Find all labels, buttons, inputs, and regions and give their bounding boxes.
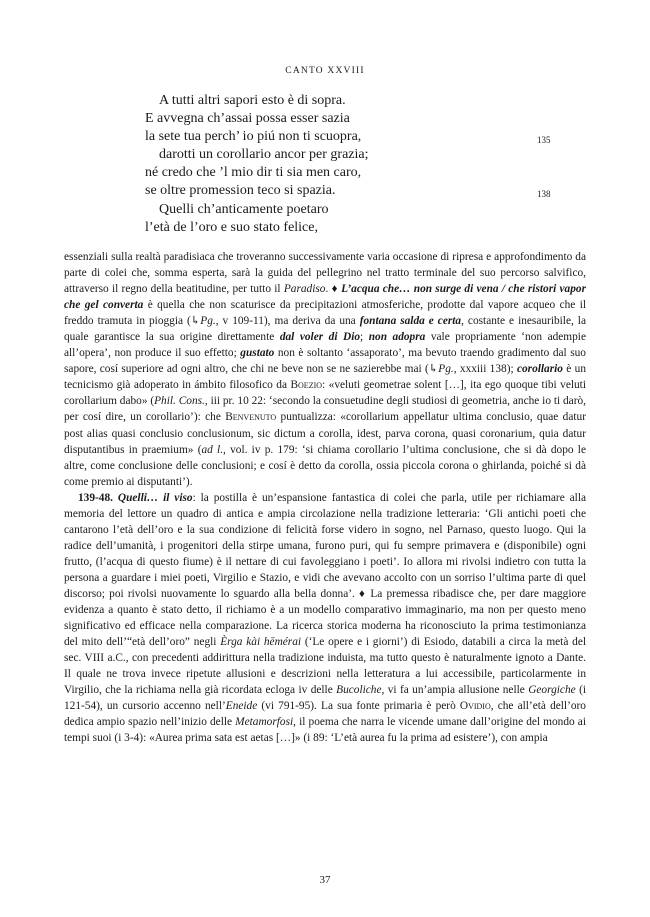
diamond-icon: ♦ [331, 283, 338, 296]
verse-line: l’età de l’oro e suo stato felice, [145, 219, 318, 235]
verse-line: E avvegna ch’assai possa esser sazia [145, 111, 350, 127]
line-number: 135 [537, 135, 551, 146]
commentary-paragraph: essenziali sulla realtà paradisiaca che troveranno successivamente varia occasione di ripresa e approfondimento da parte di colei che, somma esperta, sarà la guida del pellegrino nel tratto terminale del suo percorso salvifico, attraverso il regno della beatitudine, per tutto il Paradiso. ♦ L’acqua che… non surge di vena / che ristori vapor che gel converta è quella che non scaturisce da precipitazioni atmosferiche, prodotte dal vapore acqueo che il freddo tramuta in pioggia (↳Pg., v 109-11), ma deriva da una fontana salda e certa, costante e inesauribile, la quale garantisce la sua origine direttamente dal voler di Dio; non adopra vale propriamente ‘non adempie all’opera’, non produce il suo effetto; gustato non è soltanto ‘assaporato’, ma bevuto traendo gradimento dal suo sapore, cosí superiore ad ogni altro, che chi ne beve non se ne sazierebbe mai (↳Pg., xxxiii 138); corollario è un tecnicismo già adoperato in ámbito filosofico da Boezio: «veluti geometrae solent […], ita ego quoque tibi veluti corollarium dabo» (Phil. Cons., iii pr. 10 22: ‘secondo la consuetudine degli studiosi di geometria, anche io ti darò, per cosí dire, un corollario’): che Benvenuto puntualizza: «corollarium appellatur ultima conclusio, quae datur post alias quasi conclusio conclusionum, sic dictum a corolla, idest, parva corona, quasi coronarium, quia datur disputantibus in praemium» (ad l., vol. iv p. 179: ‘si chiama corollario l’ultima conclusione, che si dà dopo le altre, come conclusione delle conclusioni; e cosí è detto da corolla, ossia piccola corona o ghirlanda, poiché si dà come premio ai disputanti’). [64, 251, 587, 488]
verse-line: darotti un corollario ancor per grazia; [159, 147, 369, 163]
commentary [64, 249, 586, 746]
commentary-paragraph: 139-48. Quelli… il viso: la postilla è un’espansione fantastica di colei che parla, utile per richiamare alla memoria del lettore un quadro di antica e ampia circolazione nella tradizione letteraria: ‘Gli antichi poeti che cantarono l’età dell’oro e la sua condizione di felicità forse videro in sogno, nel Parnaso, questo luogo. Qui la radice dell’umanità, i progenitori della stirpe umana, furono puri, qui fu sempre primavera e (disponibile) ogni frutto, (l’acqua di questo fiume) è il nettare di cui favoleggiano i poeti’. Io allora mi rivolsi indietro con tutta la persona a guardare i miei poeti, Virgilio e Stazio, e vidi che avevano accolto con un sorriso l’ultima parte di quel discorso; poi rivolsi nuovamente lo sguardo alla bella donna’. ♦ La premessa ribadisce che, per dare maggiore evidenza a quanto è stato detto, il richiamo è a un modello comparativo immaginario, ma non per questo meno significativo ed efficace nella comparazione. La ricerca storica moderna ha riconosciuto la prima testimonianza del mito dell’“età dell’oro” negli Èrga kài hēmérai (‘Le opere e i giorni’) di Esiodo, databili a circa la metà del sec. VIII a.C., con precedenti addirittura nella tradizione induista, ma tutto questo è naturalmente ignoto a Dante. Il quale ne trova invece ripetute allusioni e descrizioni nella letteratura a lui accessibile, particolarmente in Virgilio, che la richiama nella già ricordata ecloga iv delle Bucoliche, vi fa un’ampia allusione nelle Georgiche (i 121-54), un cursorio accenno nell’Eneide (vi 791-95). La sua fonte primaria è però Ovidio, che all’età dell’oro dedica ampio spazio nell’inizio delle Metamorfosi, il poema che narra le vicende umane dall’origine del mondo ai tempi suoi (i 3-4): «Aurea prima sata est aetas […]» (i 89: ‘L’età aurea fu la prima ad esistere’), con ampia [64, 491, 587, 745]
verse-line: Quelli ch’anticamente poetaro [159, 201, 329, 217]
verse-line: la sete tua perch’ io piú non ti scuopra, 135 [145, 128, 565, 146]
line-range: 139-48. [78, 491, 113, 504]
verse-line: né credo che ’l mio dir ti sia men caro, [145, 165, 362, 181]
line-number: 138 [537, 189, 551, 200]
diamond-icon: ♦ [359, 587, 367, 600]
page-number: 37 [319, 874, 331, 886]
verse-block [145, 92, 565, 237]
verse-line: se oltre promession teco si spazia. 138 [145, 182, 565, 200]
verse-line: A tutti altri sapori esto è di sopra. [159, 93, 346, 108]
running-header: CANTO XXVIII [285, 66, 365, 76]
